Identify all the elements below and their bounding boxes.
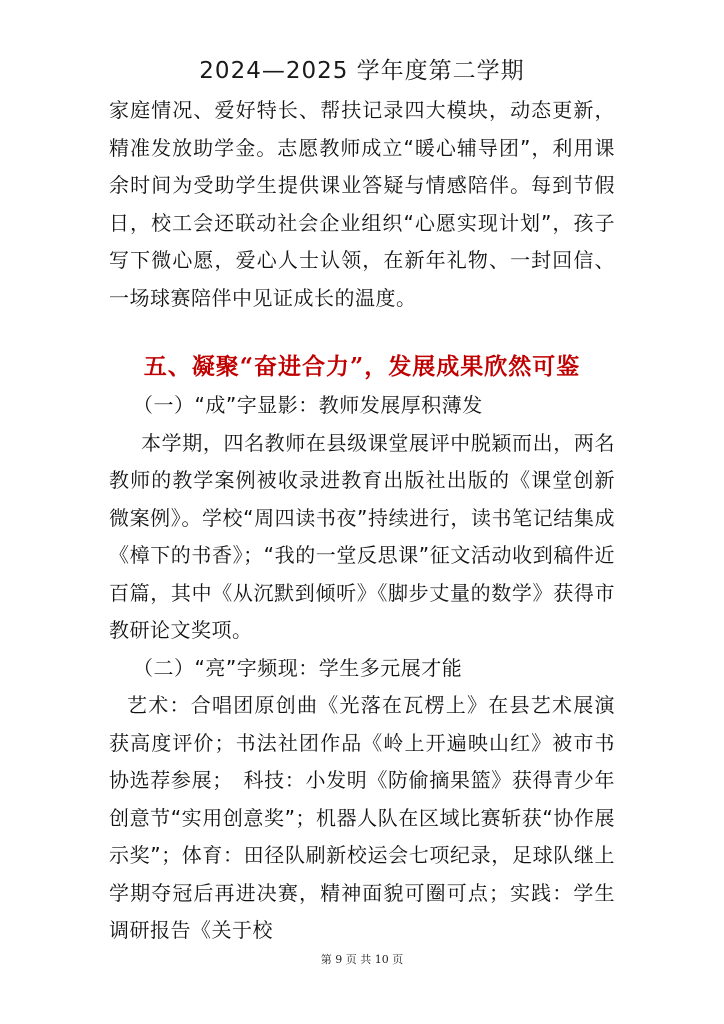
- subsection-2-paragraph: 艺术：合唱团原创曲《光落在瓦楞上》在县艺术展演获高度评价；书法社团作品《岭上开遍映山红》被市书协选荐参展； 科技：小发明《防偷摘果篮》获得青少年创意节“实用创意奖”；机器人队在区域比赛斩获“协作展示奖”；体育：田径队刷新校运会七项纪录，足球队继上学期夺冠后再进决赛，精神面貌可圈可点；实践：学生调研报告《关于校: [109, 693, 615, 942]
- section-gap: [109, 317, 615, 347]
- document-body: [109, 92, 615, 950]
- section-5-heading: 五、凝聚“奋进合力”，发展成果欣然可鉴: [143, 353, 581, 380]
- intro-paragraph: 家庭情况、爱好特长、帮扶记录四大模块，动态更新，精准发放助学金。志愿教师成立“暖心辅导团”，利用课余时间为受助学生提供课业答疑与情感陪伴。每到节假日，校工会还联动社会企业组织“心愿实现计划”，孩子写下微心愿，爱心人士认领，在新年礼物、一封回信、一场球赛陪伴中见证成长的温度。: [109, 98, 615, 310]
- subsection-2-heading: （二）“亮”字频现：学生多元展才能: [133, 655, 463, 680]
- subsection-1-paragraph: 本学期，四名教师在县级课堂展评中脱颖而出，两名教师的教学案例被收录进教育出版社出版的《课堂创新微案例》。学校“周四读书夜”持续进行，读书笔记结集成《樟下的书香》；“我的一堂反思课”征文活动收到稿件近百篇，其中《从沉默到倾听》《脚步丈量的数学》获得市教研论文奖项。: [109, 430, 615, 642]
- subsection-1-heading: （一）“成”字显影：教师发展厚积薄发: [133, 393, 483, 417]
- page-footer: 第 9 页 共 10 页: [320, 953, 404, 966]
- page-header: 2024—2025 学年度第二学期: [199, 58, 525, 84]
